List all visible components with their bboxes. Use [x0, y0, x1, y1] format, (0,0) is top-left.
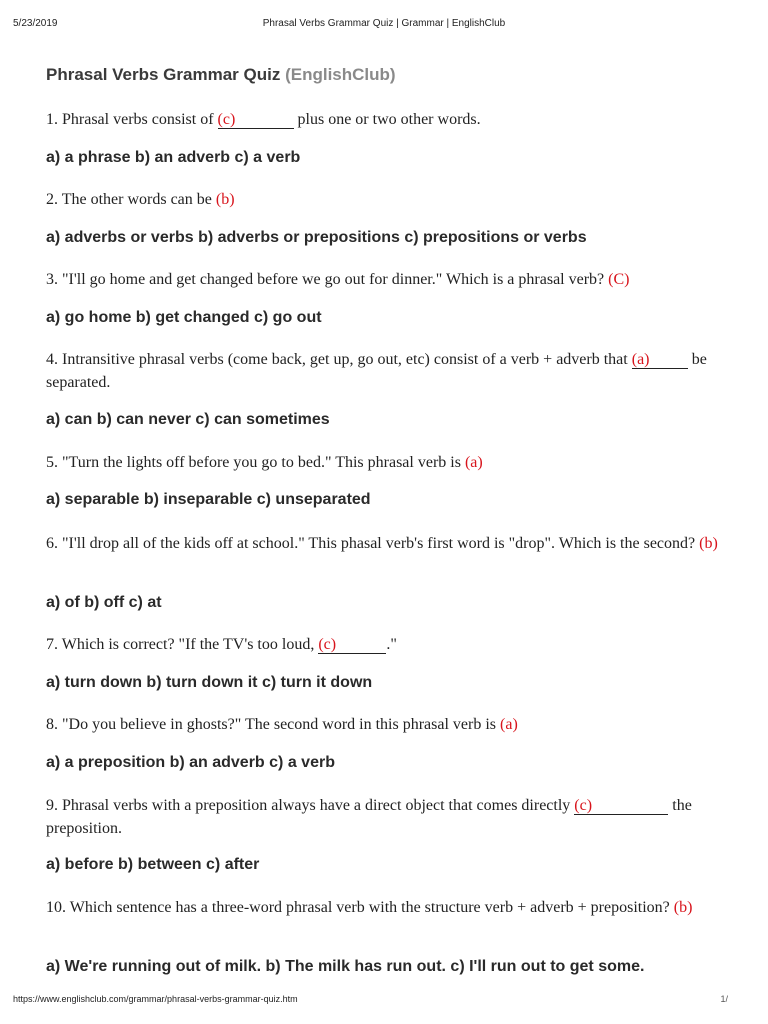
question-text: 5. "Turn the lights off before you go to bed." This phrasal verb is	[46, 454, 465, 471]
question-text: 4. Intransitive phrasal verbs (come back, get up, go out, etc) consist of a verb + adverb that	[46, 351, 632, 368]
print-date: 5/23/2019	[13, 18, 58, 29]
answer-mark: (C)	[608, 271, 630, 288]
question-10	[46, 896, 746, 919]
answer-mark: (b)	[673, 899, 693, 916]
question-7	[46, 633, 746, 656]
question-text-end: plus one or two other words.	[293, 111, 481, 128]
page-number: 1/	[720, 994, 728, 1004]
options-4: a) can b) can never c) can sometimes	[46, 411, 330, 428]
options-7: a) turn down b) turn down it c) turn it down	[46, 674, 373, 691]
quiz-title	[46, 65, 396, 85]
options-10: a) We're running out of milk. b) The milk has run out. c) I'll run out to get some.	[46, 958, 645, 975]
question-9	[46, 794, 746, 840]
question-text: 9. Phrasal verbs with a preposition always have a direct object that comes directly	[46, 797, 575, 814]
question-text: 6. "I'll drop all of the kids off at school." This phasal verb's first word is "drop". Which is the second?	[46, 535, 700, 552]
question-text: 2. The other words can be	[46, 191, 216, 208]
answer-mark: (b)	[215, 191, 235, 208]
question-2	[46, 188, 746, 211]
options-1: a) a phrase b) an adverb c) a verb	[46, 149, 301, 166]
question-text: 3. "I'll go home and get changed before we go out for dinner." Which is a phrasal verb?	[46, 271, 609, 288]
options-3: a) go home b) get changed c) go out	[46, 309, 322, 326]
options-2: a) adverbs or verbs b) adverbs or prepositions c) prepositions or verbs	[46, 229, 587, 246]
question-text-end: the preposition.	[46, 797, 692, 837]
options-8: a) a preposition b) an adverb c) a verb	[46, 754, 335, 771]
answer-mark: (c)	[217, 111, 236, 128]
question-text-end: ."	[386, 636, 397, 653]
answer-blank	[574, 798, 668, 815]
question-1	[46, 108, 746, 131]
answer-mark: (a)	[464, 454, 483, 471]
question-3	[46, 268, 746, 291]
question-text: 8. "Do you believe in ghosts?" The second word in this phrasal verb is	[46, 716, 501, 733]
options-6: a) of b) off c) at	[46, 594, 162, 611]
question-4	[46, 348, 746, 394]
question-text: 10. Which sentence has a three-word phrasal verb with the structure verb + adverb + preposition?	[46, 899, 674, 916]
answer-mark: (a)	[500, 716, 518, 733]
print-url: https://www.englishclub.com/grammar/phrasal-verbs-grammar-quiz.htm	[13, 994, 298, 1004]
answer-mark: (b)	[699, 535, 718, 552]
question-5	[46, 451, 746, 474]
question-6	[46, 532, 746, 555]
quiz-title-main: Phrasal Verbs Grammar Quiz	[46, 65, 281, 84]
options-5: a) separable b) inseparable c) unseparated	[46, 491, 371, 508]
question-text-end: be separated.	[46, 351, 707, 391]
question-text: 1. Phrasal verbs consist of	[46, 111, 218, 128]
answer-mark: (c)	[574, 797, 593, 814]
print-page-title: Phrasal Verbs Grammar Quiz | Grammar | EnglishClub	[262, 18, 506, 29]
options-9: a) before b) between c) after	[46, 856, 260, 873]
answer-blank	[632, 352, 688, 369]
answer-blank	[318, 637, 386, 654]
answer-mark: (a)	[631, 351, 650, 368]
question-text: 7. Which is correct? "If the TV's too loud,	[46, 636, 319, 653]
quiz-title-source: (EnglishClub)	[285, 65, 396, 84]
question-8	[46, 713, 746, 736]
answer-blank	[218, 112, 294, 129]
answer-mark: (c)	[318, 636, 337, 653]
